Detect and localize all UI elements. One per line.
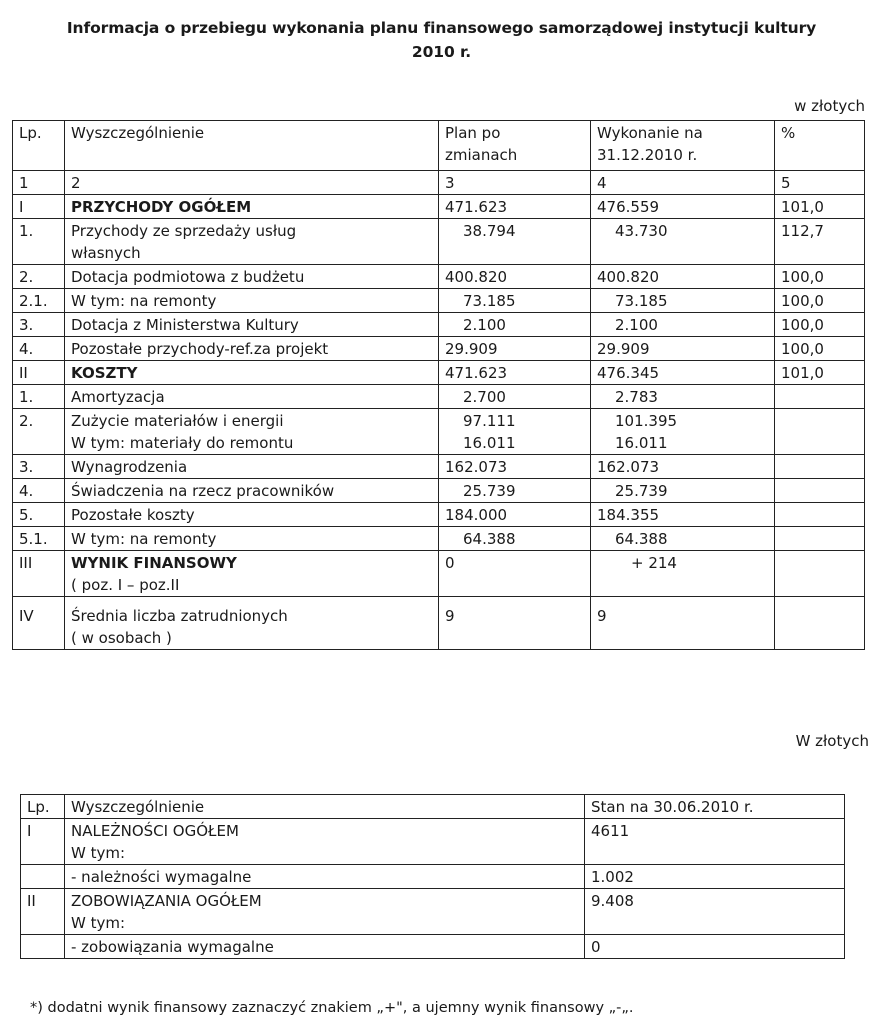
row-name-line2: W tym: [71,914,126,932]
table-row [13,337,865,361]
table-row [13,313,865,337]
row-plan-line1: 97.111 [463,412,516,430]
table-row [21,935,845,959]
table-row [21,889,845,935]
header-plan-line1: Plan po [445,124,501,142]
row-name-line1: Średnia liczba zatrudnionych [71,607,288,625]
row-name-line2: własnych [71,244,141,262]
row-name-line1: NALEŻNOŚCI OGÓŁEM [71,822,239,840]
row-lp: II [21,889,65,935]
row-name [65,865,585,889]
row-lp: III [13,551,65,597]
row-plan: 0 [439,551,591,597]
row-lp: IV [13,597,65,650]
row-exec: 29.909 [591,337,775,361]
num-c5: 5 [775,171,865,195]
row-lp: 3. [13,313,65,337]
row-plan: 2.700 [439,385,591,409]
row-plan [439,409,591,455]
table-row [13,527,865,551]
row-exec: 25.739 [591,479,775,503]
row-lp: 4. [13,337,65,361]
row-exec: 476.559 [591,195,775,219]
row-pct [775,479,865,503]
row-lp: 4. [13,479,65,503]
row-plan: 64.388 [439,527,591,551]
row-name-line1: - należności wymagalne [71,868,252,886]
row-lp: 1. [13,385,65,409]
row-plan: 184.000 [439,503,591,527]
row-lp: 5. [13,503,65,527]
num-c1: 1 [13,171,65,195]
row-name: Świadczenia na rzecz pracowników [65,479,439,503]
num-c2: 2 [65,171,439,195]
row-plan: 162.073 [439,455,591,479]
row-name: Wynagrodzenia [65,455,439,479]
row-exec: 43.730 [591,219,775,265]
row-exec: + 214 [591,551,775,597]
row-exec: 73.185 [591,289,775,313]
row-name [65,935,585,959]
table-header-row [13,121,865,171]
row-name: KOSZTY [65,361,439,385]
row-plan: 73.185 [439,289,591,313]
row-plan: 29.909 [439,337,591,361]
table-row [13,361,865,385]
receivables-table [20,794,845,959]
row-lp [21,935,65,959]
row-exec [591,409,775,455]
row-lp: I [13,195,65,219]
header-state: Stan na 30.06.2010 r. [585,795,845,819]
table-header-row [21,795,845,819]
header-pct: % [775,121,865,171]
table-row [13,455,865,479]
row-name [65,597,439,650]
row-value: 9.408 [585,889,845,935]
financial-plan-table [12,120,865,650]
row-name [65,409,439,455]
row-plan: 2.100 [439,313,591,337]
row-pct [775,409,865,455]
header-name: Wyszczególnienie [65,795,585,819]
table-row [13,597,865,650]
row-lp: I [21,819,65,865]
row-pct: 112,7 [775,219,865,265]
row-plan: 400.820 [439,265,591,289]
row-plan: 38.794 [439,219,591,265]
header-exec-line1: Wykonanie na [597,124,703,142]
row-value: 0 [585,935,845,959]
header-exec-line2: 31.12.2010 r. [597,146,698,164]
row-pct: 100,0 [775,313,865,337]
row-name [65,551,439,597]
unit-label-top: w złotych [794,97,865,115]
header-name: Wyszczególnienie [65,121,439,171]
row-pct: 100,0 [775,289,865,313]
row-name: Dotacja z Ministerstwa Kultury [65,313,439,337]
table-row [13,219,865,265]
row-lp: 1. [13,219,65,265]
numbering-row [13,171,865,195]
row-pct [775,597,865,650]
row-plan: 471.623 [439,361,591,385]
header-lp: Lp. [21,795,65,819]
row-pct: 100,0 [775,265,865,289]
row-exec: 400.820 [591,265,775,289]
row-name [65,219,439,265]
row-lp: II [13,361,65,385]
row-exec: 162.073 [591,455,775,479]
row-exec: 476.345 [591,361,775,385]
row-pct: 101,0 [775,361,865,385]
row-name-line1: - zobowiązania wymagalne [71,938,274,956]
row-plan: 471.623 [439,195,591,219]
row-name: PRZYCHODY OGÓŁEM [65,195,439,219]
row-lp: 5.1. [13,527,65,551]
row-value: 4611 [585,819,845,865]
table-row [13,551,865,597]
table-row [13,385,865,409]
row-name: Dotacja podmiotowa z budżetu [65,265,439,289]
row-name: W tym: na remonty [65,527,439,551]
title-line-1: Informacja o przebiegu wykonania planu finansowego samorządowej instytucji kultury [66,19,817,37]
num-c4: 4 [591,171,775,195]
header-plan [439,121,591,171]
row-name: Pozostałe koszty [65,503,439,527]
row-exec: 64.388 [591,527,775,551]
row-lp: 2. [13,409,65,455]
row-exec: 184.355 [591,503,775,527]
table-row [21,865,845,889]
row-pct [775,455,865,479]
row-lp [21,865,65,889]
row-value: 1.002 [585,865,845,889]
table-row [13,503,865,527]
row-lp: 2. [13,265,65,289]
row-pct [775,385,865,409]
row-name [65,889,585,935]
table-row [21,819,845,865]
row-plan: 25.739 [439,479,591,503]
header-exec [591,121,775,171]
row-name-line2: ( w osobach ) [71,629,172,647]
row-name: Amortyzacja [65,385,439,409]
row-exec: 2.783 [591,385,775,409]
row-name-line1: WYNIK FINANSOWY [71,554,237,572]
row-name-line2: W tym: [71,844,126,862]
row-pct [775,527,865,551]
table-row [13,479,865,503]
row-name [65,819,585,865]
row-lp: 3. [13,455,65,479]
title-line-2: 2010 r. [411,43,472,61]
row-plan-line2: 16.011 [463,434,516,452]
table-row [13,265,865,289]
row-plan: 9 [439,597,591,650]
row-name-line1: Zużycie materiałów i energii [71,412,284,430]
row-name: W tym: na remonty [65,289,439,313]
row-exec-line1: 101.395 [615,412,678,430]
row-name-line1: Przychody ze sprzedaży usług [71,222,297,240]
row-name-line2: W tym: materiały do remontu [71,434,294,452]
row-exec: 2.100 [591,313,775,337]
row-lp: 2.1. [13,289,65,313]
row-pct: 100,0 [775,337,865,361]
row-exec: 9 [591,597,775,650]
row-name-line1: ZOBOWIĄZANIA OGÓŁEM [71,892,262,910]
header-lp: Lp. [13,121,65,171]
row-exec-line2: 16.011 [615,434,668,452]
header-plan-line2: zmianach [445,146,518,164]
row-name-line2: ( poz. I – poz.II [71,576,180,594]
num-c3: 3 [439,171,591,195]
unit-label-bottom: W złotych [795,732,869,750]
table-row [13,409,865,455]
document-title [0,16,883,64]
footnote: *) dodatni wynik finansowy zaznaczyć znakiem „+", a ujemny wynik finansowy „-„. [30,1000,634,1016]
table-row [13,289,865,313]
row-pct: 101,0 [775,195,865,219]
row-name: Pozostałe przychody-ref.za projekt [65,337,439,361]
table-row [13,195,865,219]
row-pct [775,503,865,527]
row-pct [775,551,865,597]
